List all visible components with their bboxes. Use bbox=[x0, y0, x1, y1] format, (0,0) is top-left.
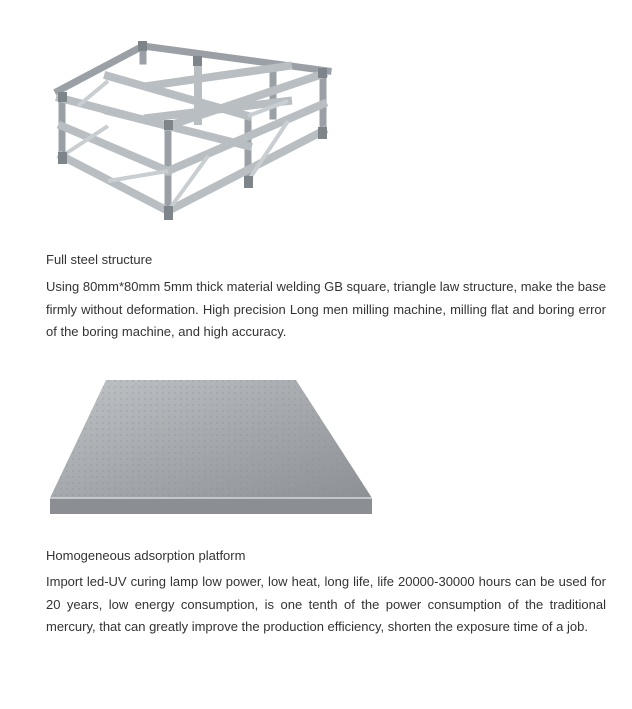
section-description: Import led-UV curing lamp low power, low heat, long life, life 20000-30000 hours can be used for 20 years, low energy consumption, is one tenth of the power consumption of the traditional mercury, that can greatly improve the production efficiency, shorten the exposure time of a job. bbox=[46, 574, 606, 634]
section-caption: Full steel structure bbox=[46, 252, 153, 267]
steel-frame-image bbox=[48, 6, 340, 232]
adsorption-platform-image bbox=[46, 378, 376, 524]
section-description: Using 80mm*80mm 5mm thick material welding GB square, triangle law structure, make the base firmly without deformation. High precision Long men milling machine, milling flat and boring error of the boring machine, and high accuracy. bbox=[46, 279, 606, 339]
section-caption: Homogeneous adsorption platform bbox=[46, 548, 246, 563]
